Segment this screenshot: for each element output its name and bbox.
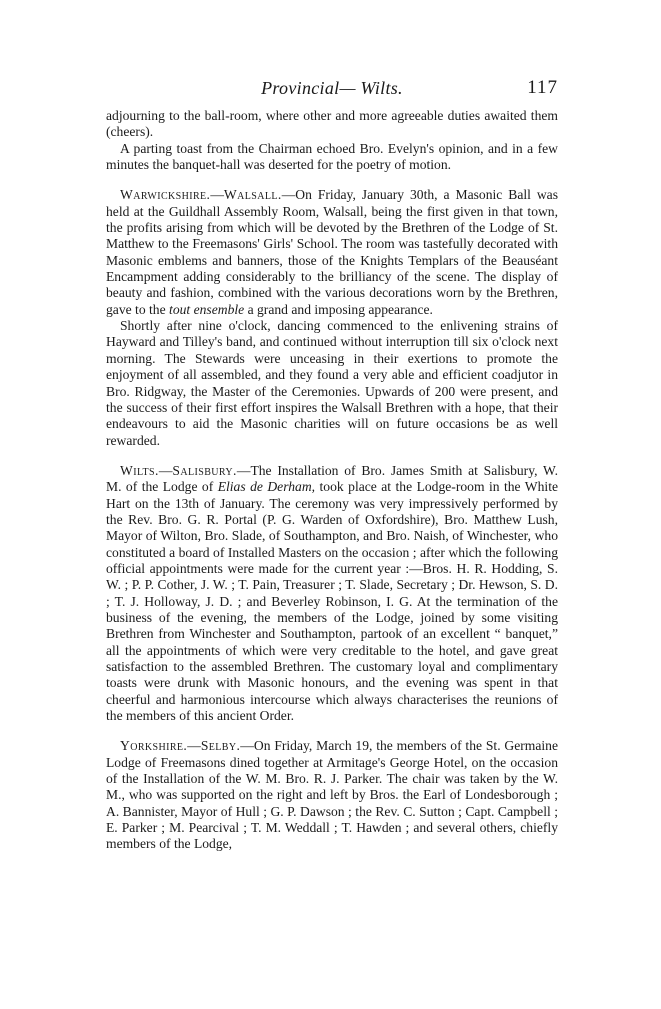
article-body: [106, 108, 558, 853]
paragraph-dancing: [106, 318, 558, 449]
paragraph-text: On Friday, March 19, the members of the St. Germaine Lodge of Freemasons dined together at Armitage's George Hotel, on the occasion of the Installation of the W. M. Bro. R. J. Parker. The chair was taken by the W. M., who was supported on the right and left by Bros. the Earl of Londesborough ; A. Bannister, Mayor of Hull ; G. P. Dawson ; the Rev. C. Sutton ; Capt. Campbell ; E. Parker ; M. Pearcival ; T. M. Weddall ; T. Hawden ; and several others, chiefly members of the Lodge,: [106, 738, 558, 852]
paragraph-text: took place at the Lodge-room in the White Hart on the 13th of January. The ceremony was very impressively performed by the Rev. Bro. G. R. Portal (P. G. Warden of Oxfordshire), Bro. Matthew Lush, Mayor of Wilton, Bro. Slade, of Southampton, and Bro. Naish, of Winchester, who constituted a board of Installed Masters on the occasion ; after which the following official appointments were made for the current year :—Bros. H. R. Hodding, S. W. ; P. P. Cother, J. W. ; T. Pain, Treasurer ; T. Slade, Secretary ; Dr. Hewson, S. D. ; T. J. Holloway, J. D. ; and Beverley Robinson, I. G. At the termination of the business of the evening, the members of the Lodge, joined by some visiting Brethren from Winchester and Southampton, partook of an excellent “ banquet,” all the appointments of which were very creditable to the hotel, and gave great satisfaction to the assembled Brethren. The customary loyal and complimentary toasts were drunk with Masonic honours, and the evening was spent in that cheerful and harmonious intercourse which always characterises the reunions of the members of this ancient Order.: [106, 479, 558, 724]
paragraph-warwickshire: Warwickshire.—Walsall.—On Friday, January 30th, a Masonic Ball was held at the Guildhall Assembly Room, Walsall, being the first given in that town, the profits arising from which will be devoted by the Brethren of the Lodge of St. Matthew to the Freemasons' Girls' School. The room was tastefully decorated with Masonic emblems and banners, those of the Knights Templars of the Beauséant Encampment adding considerably to the brilliancy of the scene. The display of beauty and fashion, combined with the various decorations worn by the Brethren, gave to the tout ensemble a grand and imposing appearance.: [106, 187, 558, 317]
paragraph-text: adjourning to the ball-room, where other and more agreeable duties awaited them (cheers).: [106, 108, 558, 140]
section-county-heading: Wilts.: [120, 462, 159, 478]
running-title: Provincial— Wilts.: [261, 78, 403, 98]
paragraph-text: a grand and imposing appearance.: [247, 301, 433, 317]
section-place-heading: Salisbury.: [172, 462, 237, 478]
section-county-heading: Yorkshire.: [120, 738, 188, 754]
paragraph-yorkshire: Yorkshire.—Selby.—On Friday, March 19, the members of the St. Germaine Lodge of Freemasons dined together at Armitage's George Hotel, on the occasion of the Installation of the W. M. Bro. R. J. Parker. The chair was taken by the W. M., who was supported on the right and left by Bros. the Earl of Londesborough ; A. Bannister, Mayor of Hull ; G. P. Dawson ; the Rev. C. Sutton ; Capt. Campbell ; E. Parker ; M. Pearcival ; T. M. Weddall ; T. Hawden ; and several others, chiefly members of the Lodge,: [106, 738, 558, 852]
paragraph-continuation: [106, 108, 558, 141]
italic-phrase: tout ensemble: [169, 301, 245, 317]
running-head: [106, 72, 558, 102]
paragraph-text: Shortly after nine o'clock, dancing commenced to the enlivening strains of Hayward and Tilley's band, and continued without interruption till six o'clock next morning. The Stewards were unceasing in their exertions to promote the enjoyment of all assembled, and they found a very able and efficient coadjutor in Bro. Ridgway, the Master of the Ceremonies. Upwards of 200 were present, and the success of their first effort inspires the Walsall Brethren with a hope, that their endeavours to aid the Masonic charities will on future occasions be as well rewarded.: [106, 318, 558, 448]
paragraph-text: The Installation of Bro. James Smith at Salisbury, W. M. of the Lodge of: [106, 462, 558, 495]
paragraph-text: A parting toast from the Chairman echoed Bro. Evelyn's opinion, and in a few minutes the banquet-hall was deserted for the poetry of motion.: [106, 140, 558, 173]
section-place-heading: Walsall.: [223, 187, 282, 203]
section-county-heading: Warwickshire.: [120, 187, 211, 203]
paragraph-text: On Friday, January 30th, a Masonic Ball was held at the Guildhall Assembly Room, Walsall, being the first given in that town, the profits arising from which will be devoted by the Brethren of the Lodge of St. Matthew to the Freemasons' Girls' School. The room was tastefully decorated with Masonic emblems and banners, those of the Knights Templars of the Beauséant Encampment adding considerably to the brilliancy of the scene. The display of beauty and fashion, combined with the various decorations worn by the Brethren, gave to the: [106, 187, 558, 317]
paragraph-wilts: Wilts.—Salisbury.—The Installation of Bro. James Smith at Salisbury, W. M. of the Lodge of Elias de Derham, took place at the Lodge-room in the White Hart on the 13th of January. The ceremony was very impressively performed by the Rev. Bro. G. R. Portal (P. G. Warden of Oxfordshire), Bro. Matthew Lush, Mayor of Wilton, Bro. Slade, of Southampton, and Bro. Naish, of Winchester, who constituted a board of Installed Masters on the occasion ; after which the following official appointments were made for the current year :—Bros. H. R. Hodding, S. W. ; P. P. Cother, J. W. ; T. Pain, Treasurer ; T. Slade, Secretary ; Dr. Hewson, S. D. ; T. J. Holloway, J. D. ; and Beverley Robinson, I. G. At the termination of the business of the evening, the members of the Lodge, joined by some visiting Brethren from Winchester and Southampton, partook of an excellent “ banquet,” all the appointments of which were very creditable to the hotel, and gave great satisfaction to the assembled Brethren. The customary loyal and complimentary toasts were drunk with Masonic honours, and the evening was spent in that cheerful and harmonious intercourse which always characterises the reunions of the members of this ancient Order.: [106, 462, 558, 724]
page-number: 117: [527, 77, 558, 98]
paragraph-parting-toast: [106, 141, 558, 174]
italic-phrase: Elias de Derham,: [217, 479, 316, 495]
section-place-heading: Selby.: [200, 738, 241, 754]
